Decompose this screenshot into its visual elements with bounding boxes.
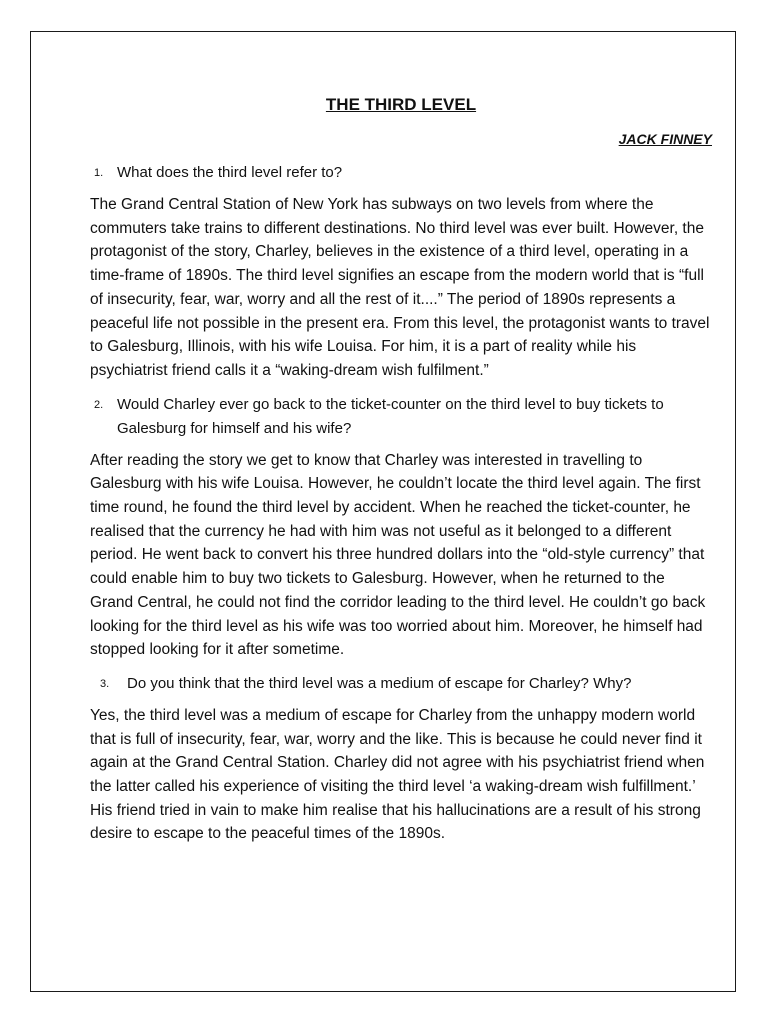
author-name: JACK FINNEY: [618, 131, 712, 147]
question-3: [90, 672, 712, 696]
question-number: 1.: [94, 167, 104, 179]
question-number: 3.: [100, 677, 110, 690]
question-text: Would Charley ever go back to the ticket-counter on the third level to buy tickets to Galesburg for himself and his wife?: [117, 395, 664, 437]
answer-2: After reading the story we get to know that Charley was interested in travelling to Galesburg with his wife Louisa. However, he couldn’t locate the third level again. The first time round, he found the third level by accident. When he reached the ticket-counter, he realised that the currency he had with him was not useful as it belonged to a different period. He went back to convert his three hundred dollars into the “old-style currency” that could enable him to buy two tickets to Galesburg. However, when he returned to the Grand Central, he could not find the corridor leading to the third level. He couldn’t go back looking for the third level as his wife was too worried about him. Moreover, he himself had stopped looking for it after sometime.: [90, 451, 706, 659]
answer-1: The Grand Central Station of New York has subways on two levels from where the commuters take trains to different destinations. No third level was ever built. However, the protagonist of the story, Charley, believes in the existence of a third level, operating in a time-frame of 1890s. The third level signifies an escape from the modern world that is “full of insecurity, fear, war, worry and all the rest of it....” The period of 1890s represents a peaceful life not possible in the present era. From this level, the protagonist wants to travel to Galesburg, Illinois, with his wife Louisa. For him, it is a part of reality while his psychiatrist friend calls it a “waking-dream wish fulfilment.”: [90, 196, 710, 379]
answer-3: Yes, the third level was a medium of escape for Charley from the unhappy modern world that is full of insecurity, fear, war, worry and the like. This is because he could never find it again at the Grand Central Station. Charley did not agree with his psychiatrist friend when the latter called his experience of visiting the third level ‘a waking-dream wish fulfillment.’ His friend tried in vain to make him realise that his hallucinations are a result of his strong desire to escape to the peaceful times of the 1890s.: [90, 706, 705, 843]
question-1: [90, 161, 712, 185]
question-2: [90, 393, 712, 441]
question-number: 2.: [94, 398, 104, 411]
question-text: Do you think that the third level was a medium of escape for Charley? Why?: [127, 674, 632, 692]
question-text: What does the third level refer to?: [117, 164, 343, 181]
document-title: THE THIRD LEVEL: [325, 95, 477, 114]
document-body: [90, 93, 712, 856]
